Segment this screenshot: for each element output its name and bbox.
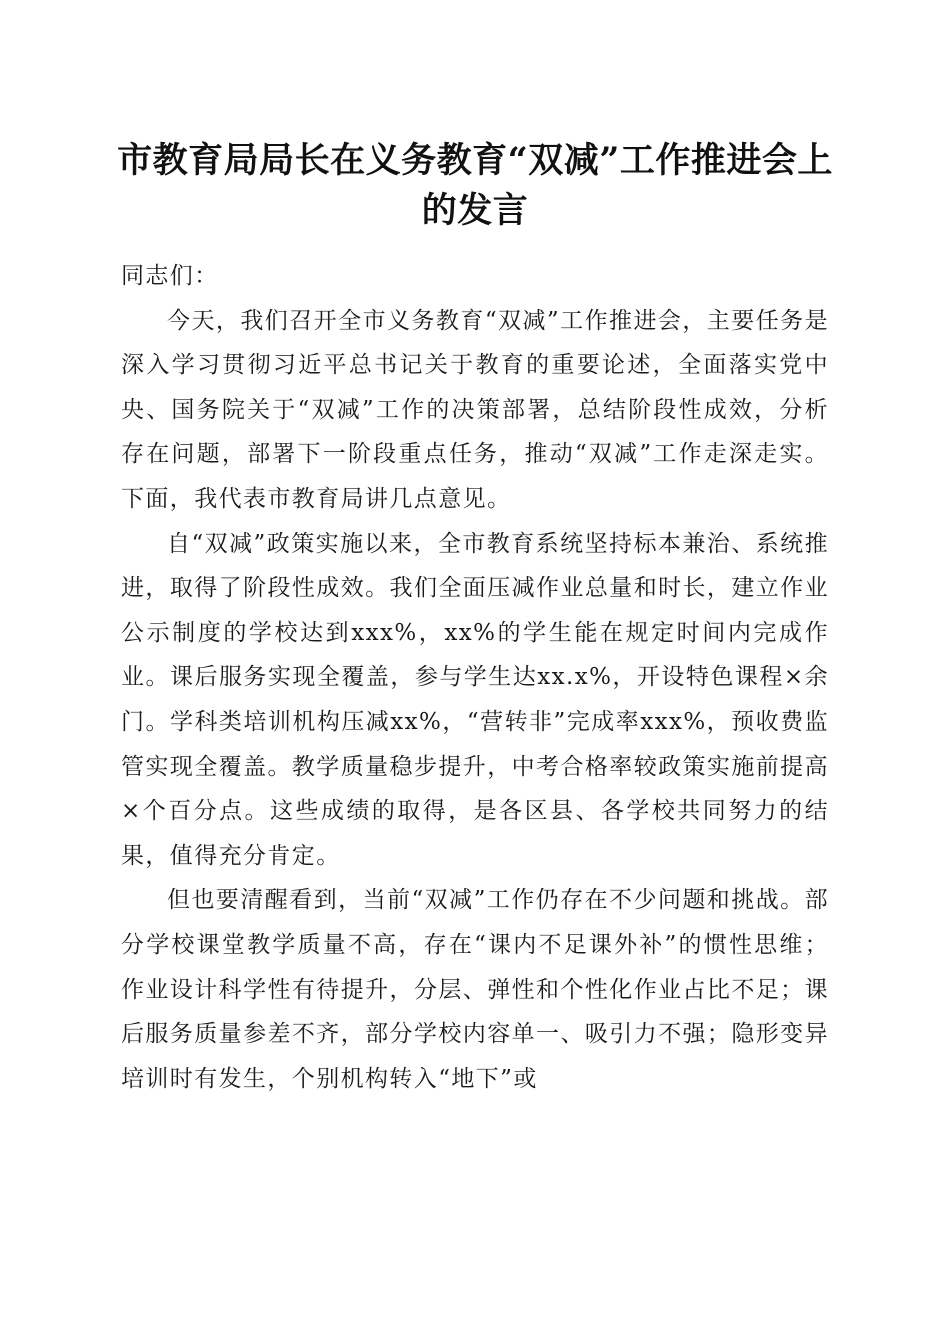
document-body <box>121 254 829 1101</box>
paragraph-problems: 但也要清醒看到，当前“双减”工作仍存在不少问题和挑战。部分学校课堂教学质量不高，存在“课内不足课外补”的惯性思维；作业设计科学性有待提升，分层、弹性和个性化作业占比不足；课后服务质量参差不齐，部分学校内容单一、吸引力不强；隐形变异培训时有发生，个别机构转入“地下”或 <box>121 887 829 1092</box>
paragraph-opening: 今天，我们召开全市义务教育“双减”工作推进会，主要任务是深入学习贯彻习近平总书记关于教育的重要论述，全面落实党中央、国务院关于“双减”工作的决策部署，总结阶段性成效，分析存在问题，部署下一阶段重点任务，推动“双减”工作走深走实。下面，我代表市教育局讲几点意见。 <box>121 307 829 512</box>
salutation: 同志们： <box>121 263 219 289</box>
paragraph-achievements: 自“双减”政策实施以来，全市教育系统坚持标本兼治、系统推进，取得了阶段性成效。我们全面压减作业总量和时长，建立作业公示制度的学校达到xxx%，xx%的学生能在规定时间内完成作业。课后服务实现全覆盖，参与学生达xx.x%，开设特色课程×余门。学科类培训机构压减xx%，“营转非”完成率xxx%，预收费监管实现全覆盖。教学质量稳步提升，中考合格率较政策实施前提高×个百分点。这些成绩的取得，是各区县、各学校共同努力的结果，值得充分肯定。 <box>121 530 829 869</box>
document-title: 市教育局局长在义务教育“双减”工作推进会上的发言 <box>117 140 833 231</box>
